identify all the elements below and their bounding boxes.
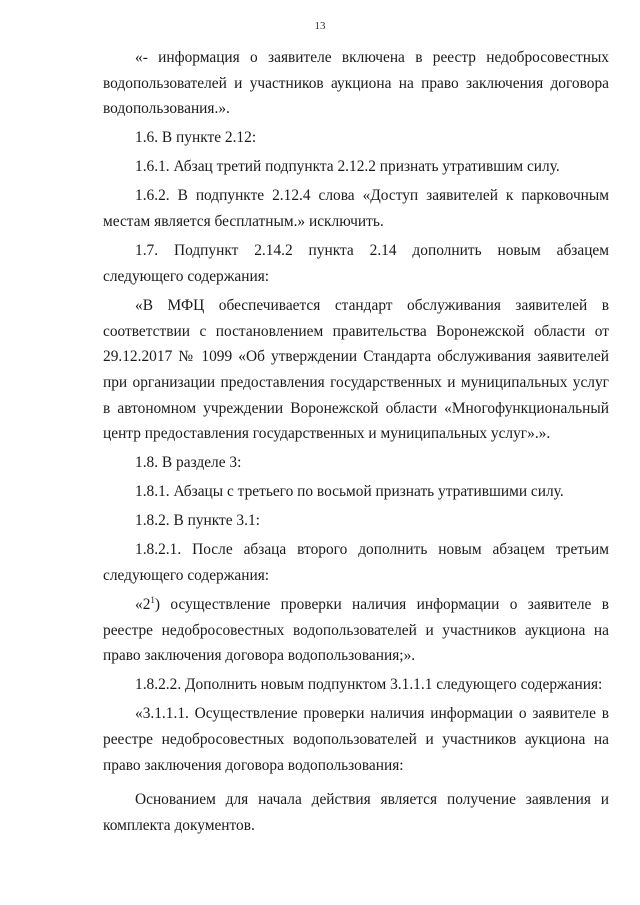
paragraph-3: 1.6.1. Абзац третий подпункта 2.12.2 признать утратившим силу. bbox=[135, 158, 560, 176]
paragraph-2: 1.6. В пункте 2.12: bbox=[135, 129, 257, 147]
superscript-mark: 1 bbox=[150, 594, 155, 605]
paragraph-6: «В МФЦ обеспечивается стандарт обслуживания заявителей в соответствии с постановлением правительства Воронежской области от 29.12.2017 № 1099 «Об утверждении Стандарта обслуживания заявителей при организации предоставления государственных и муниципальных услуг в автономном учреждении Воронежской области «Многофункциональный центр предоставления государственных и муниципальных услуг».». bbox=[103, 296, 609, 443]
paragraph-9: 1.8.2. В пункте 3.1: bbox=[135, 512, 260, 530]
document-body bbox=[103, 45, 609, 842]
paragraph-7: 1.8. В разделе 3: bbox=[135, 454, 242, 472]
paragraph-8: 1.8.1. Абзацы с третьего по восьмой признать утратившими силу. bbox=[135, 483, 564, 501]
superscript-prefix: «2 bbox=[135, 596, 151, 614]
paragraph-1: «- информация о заявителе включена в реестр недобросовестных водопользователей и участников аукциона на право заключения договора водопользования.». bbox=[103, 49, 609, 118]
paragraph-14: Основанием для начала действия является получение заявления и комплекта документов. bbox=[103, 790, 609, 834]
paragraph-11 bbox=[103, 592, 609, 669]
paragraph-10: 1.8.2.1. После абзаца второго дополнить новым абзацем третьим следующего содержания: bbox=[103, 541, 609, 585]
paragraph-13: «3.1.1.1. Осуществление проверки наличия информации о заявителе в реестре недобросовестных водопользователей и участников аукциона на право заключения договора водопользования: bbox=[103, 705, 609, 774]
superscript-rest: ) осуществление проверки наличия информации о заявителе в реестре недобросовестных водопользователей и участников аукциона на право заключения договора водопользования;». bbox=[103, 596, 609, 665]
page-number: 13 bbox=[314, 20, 326, 32]
paragraph-5: 1.7. Подпункт 2.14.2 пункта 2.14 дополнить новым абзацем следующего содержания: bbox=[103, 242, 609, 285]
paragraph-4: 1.6.2. В подпункте 2.12.4 слова «Доступ заявителей к парковочным местам является бесплатным.» исключить. bbox=[103, 187, 609, 231]
paragraph-12: 1.8.2.2. Дополнить новым подпунктом 3.1.1.1 следующего содержания: bbox=[135, 676, 603, 694]
